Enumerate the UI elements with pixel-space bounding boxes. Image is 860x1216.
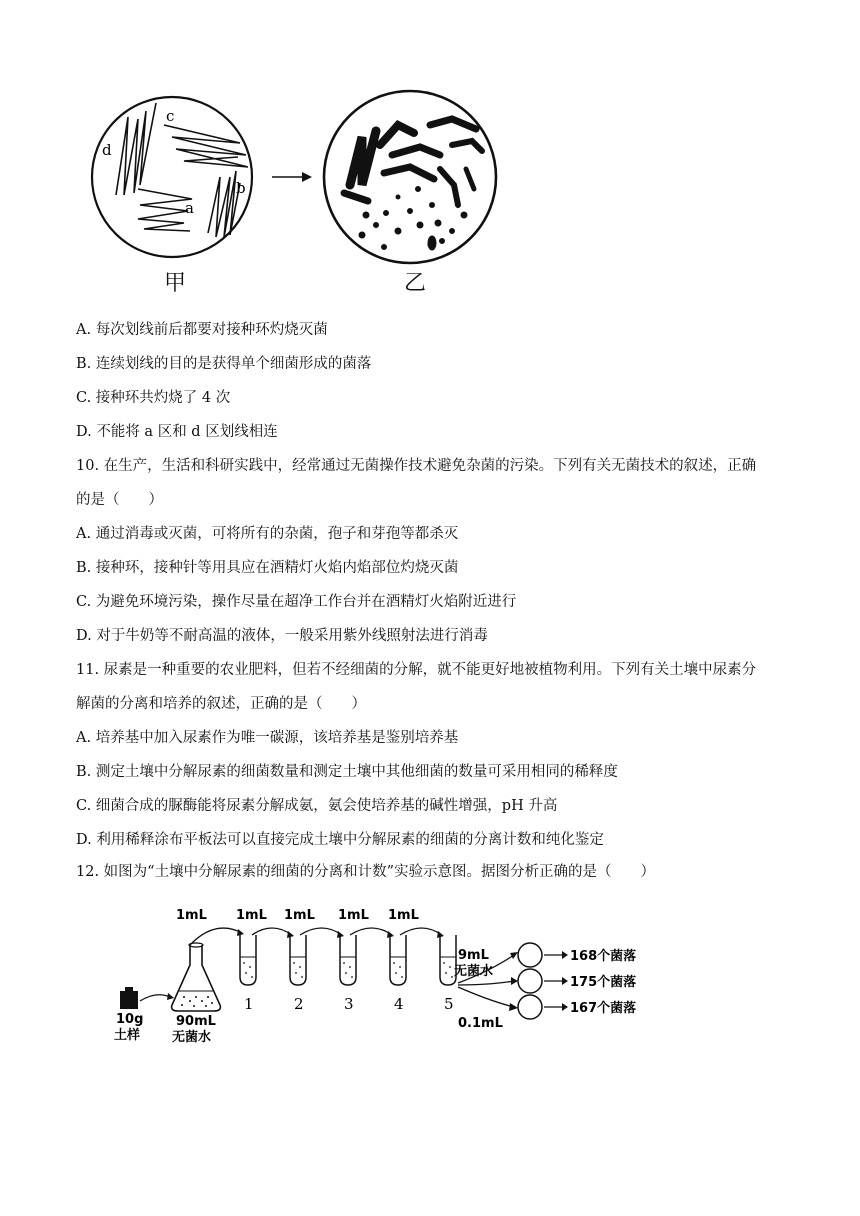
zone-label-b: b <box>236 179 246 197</box>
plate-yi <box>324 91 496 263</box>
colony-count-1: 168个菌落 <box>570 949 637 964</box>
transfer-label-2: 1mL <box>284 908 315 923</box>
q10-option-d: D. 对于牛奶等不耐高温的液体，一般采用紫外线照射法进行消毒 <box>76 628 488 644</box>
streak-zone-c <box>164 125 248 167</box>
transfer-label-4: 1mL <box>388 908 419 923</box>
q11-option-b: B. 测定土壤中分解尿素的细菌数量和测定土壤中其他细菌的数量可采用相同的稀释度 <box>76 764 618 780</box>
test-tubes <box>240 935 456 985</box>
q11-stem-line2: 解菌的分离和培养的叙述，正确的是（ ） <box>76 696 366 712</box>
caption-jia: 甲 <box>164 271 187 296</box>
zone-label-d: d <box>102 141 112 159</box>
dilution-diagram <box>110 905 670 1050</box>
agar-plates <box>518 943 542 1019</box>
q10-option-a: A. 通过消毒或灭菌，可将所有的杂菌，孢子和芽孢等都杀灭 <box>76 526 459 542</box>
tube-water-volume: 9mL <box>458 948 489 963</box>
streak-zone-a <box>138 189 192 231</box>
tube-water-text: 无菌水 <box>454 964 494 979</box>
caption-yi: 乙 <box>404 271 427 296</box>
zone-label-c: c <box>166 107 175 125</box>
q9-option-b: B. 连续划线的目的是获得单个细菌形成的菌落 <box>76 356 372 372</box>
q11-stem-line1: 11. 尿素是一种重要的农业肥料，但若不经细菌的分解，就不能更好地被植物利用。下列有关土壤中尿素分 <box>76 662 757 678</box>
streak-zone-d <box>116 103 156 195</box>
tube-number-3: 3 <box>344 995 354 1013</box>
q9-option-c: C. 接种环共灼烧了 4 次 <box>76 390 231 406</box>
q9-option-a: A. 每次划线前后都要对接种环灼烧灭菌 <box>76 322 328 338</box>
tube-number-1: 1 <box>244 995 254 1013</box>
q11-option-c: C. 细菌合成的脲酶能将尿素分解成氨，氨会使培养基的碱性增强，pH 升高 <box>76 798 558 814</box>
soil-label-text: 土样 <box>114 1028 141 1043</box>
q10-stem-line1: 10. 在生产，生活和科研实践中，经常通过无菌操作技术避免杂菌的污染。下列有关无菌技术的叙述，正确 <box>76 458 757 474</box>
tube-number-5: 5 <box>444 995 454 1013</box>
flask-label-volume: 90mL <box>176 1014 216 1029</box>
q11-option-d: D. 利用稀释涂布平板法可以直接完成土壤中分解尿素的细菌的分离计数和纯化鉴定 <box>76 832 604 848</box>
streak-plate-figure <box>80 85 520 295</box>
transfer-label-1: 1mL <box>236 908 267 923</box>
flask-icon <box>172 943 221 1011</box>
flask-label-text: 无菌水 <box>172 1030 212 1045</box>
q10-stem-line2: 的是（ ） <box>76 492 163 508</box>
colony-count-3: 167个菌落 <box>570 1001 637 1016</box>
q10-option-c: C. 为避免环境污染，操作尽量在超净工作台并在酒精灯火焰附近进行 <box>76 594 517 610</box>
transfer-label-3: 1mL <box>338 908 369 923</box>
q9-option-d: D. 不能将 a 区和 d 区划线相连 <box>76 424 278 440</box>
tube-number-4: 4 <box>394 995 404 1013</box>
q11-option-a: A. 培养基中加入尿素作为唯一碳源，该培养基是鉴别培养基 <box>76 730 459 746</box>
q12-stem: 12. 如图为“土壤中分解尿素的细菌的分离和计数”实验示意图。据图分析正确的是（ ） <box>76 864 655 880</box>
plating-volume: 0.1mL <box>458 1016 503 1031</box>
transfer-arrows <box>190 928 442 945</box>
soil-sample-icon <box>120 987 174 1009</box>
colony-count-2: 175个菌落 <box>570 975 637 990</box>
tube-number-2: 2 <box>294 995 304 1013</box>
zone-label-a: a <box>185 199 194 217</box>
transfer-label-flask: 1mL <box>176 908 207 923</box>
soil-label-mass: 10g <box>116 1012 144 1027</box>
arrow-icon <box>272 172 312 182</box>
q10-option-b: B. 接种环，接种针等用具应在酒精灯火焰内焰部位灼烧灭菌 <box>76 560 459 576</box>
plate-jia <box>92 97 252 257</box>
